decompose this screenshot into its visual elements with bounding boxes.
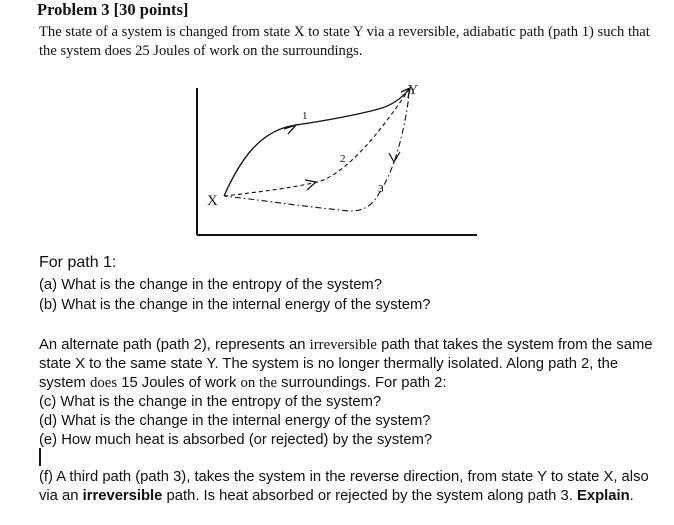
path-2-text-does: does xyxy=(89,375,118,391)
label-y: Y xyxy=(408,83,419,98)
path-2-text-3: path that takes the system from the same state X to the same state Y. The system is no longer thermally isolated. Along path 2, the system xyxy=(39,337,653,391)
path-2-arrowhead xyxy=(305,180,316,190)
question-b: (b) What is the change in the internal energy of the system? xyxy=(39,297,431,313)
question-a: (a) What is the change in the entropy of the system? xyxy=(39,277,382,293)
path-1-curve xyxy=(224,88,410,196)
path-diagram xyxy=(0,0,674,250)
problem-intro: The state of a system is changed from state X to state Y via a reversible, adiabatic path (path 1) such that the system does 25 Joules of work on the surroundings. xyxy=(39,24,650,59)
path-1-arrowhead xyxy=(284,125,296,134)
problem-title: Problem 3 [30 points] xyxy=(37,0,189,19)
question-e: (e) How much heat is absorbed (or rejected) by the system? xyxy=(39,432,433,448)
path-3-text-3: path. Is heat absorbed or rejected by the system along path 3. xyxy=(162,488,577,504)
path-2-text-on-the: on the xyxy=(240,375,278,391)
label-path-1: 1 xyxy=(302,110,308,122)
path-2-text-irreversible: irreversible xyxy=(309,337,377,353)
label-x: X xyxy=(207,193,218,209)
path-3-arrowhead xyxy=(389,152,400,162)
label-path-2: 2 xyxy=(340,153,346,165)
path-3-text-5: . xyxy=(629,488,634,504)
path-2-text-7: surroundings. For path 2: xyxy=(277,375,447,391)
label-path-3: 3 xyxy=(378,183,384,195)
path-2-text-1: An alternate path (path 2), represents an xyxy=(39,337,310,353)
path-2-text-5: 15 Joules of work xyxy=(117,375,241,391)
path-3-section xyxy=(39,468,664,506)
text-cursor xyxy=(39,448,41,466)
question-d: (d) What is the change in the internal energy of the system? xyxy=(39,413,431,429)
path-2-curve xyxy=(224,88,410,196)
path-3-text-irreversible: irreversible xyxy=(82,488,163,504)
path-2-section xyxy=(39,336,664,450)
path-3-text-1: (f) A third path (path 3), takes the system in the reverse direction, from state Y to state X, also via an xyxy=(39,469,649,504)
path-3-text-explain: Explain xyxy=(576,488,630,504)
question-c: (c) What is the change in the entropy of the system? xyxy=(39,394,382,410)
path-1-heading: For path 1: xyxy=(39,254,117,271)
